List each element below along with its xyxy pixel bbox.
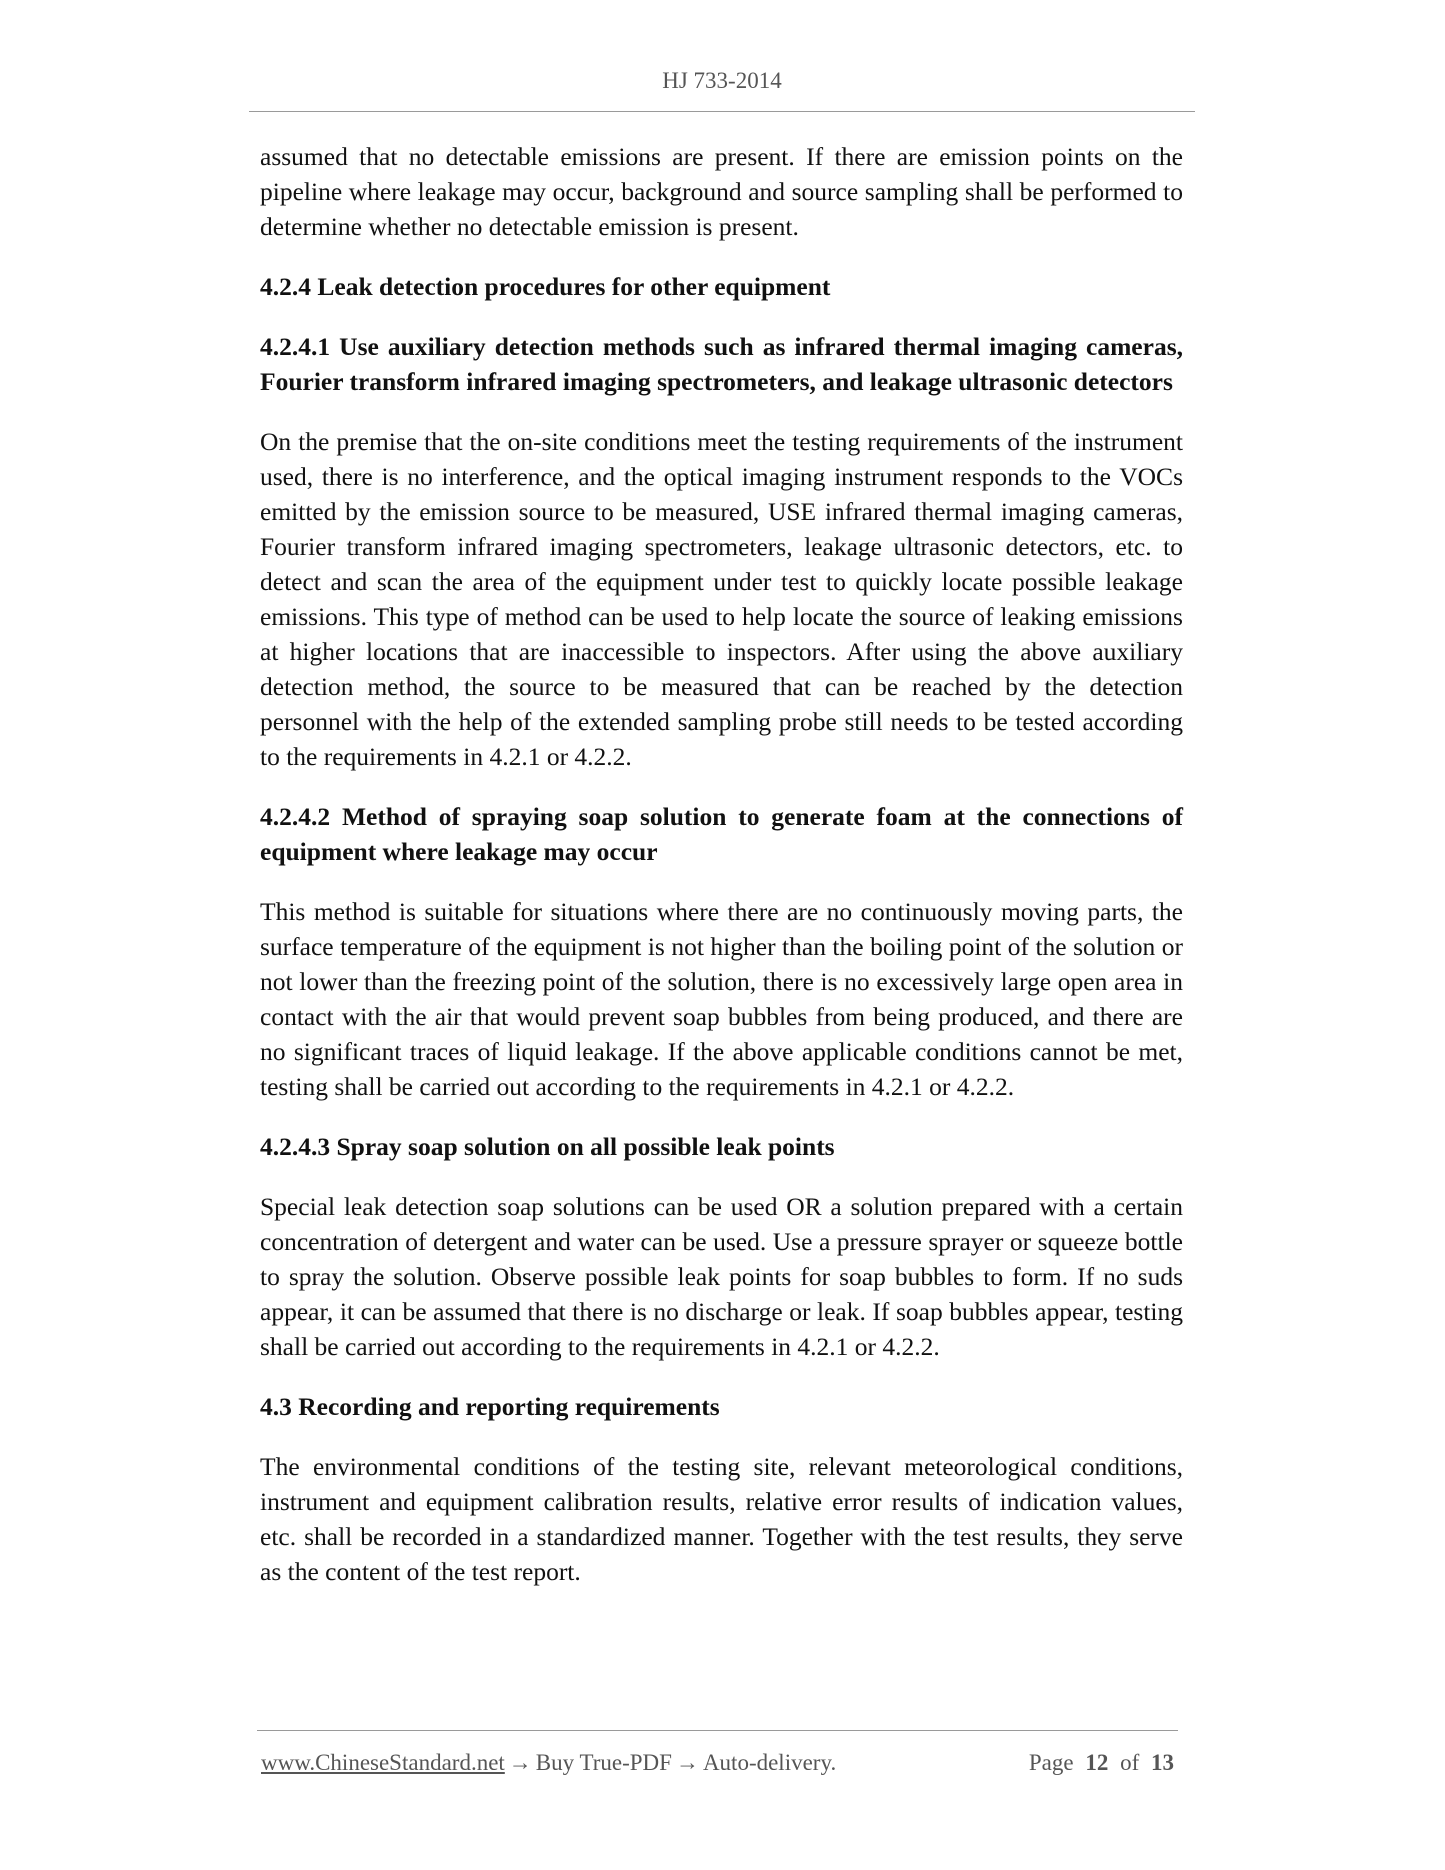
document-body [260, 139, 1183, 1589]
buy-true-pdf-text: Buy True-PDF [535, 1750, 672, 1775]
current-page: 12 [1085, 1750, 1109, 1775]
page-header-doc-id: HJ 733-2014 [662, 68, 782, 93]
heading-4-2-4-1: 4.2.4.1 Use auxiliary detection methods such as infrared thermal imaging cameras, Fourier transform infrared imaging spectrometers, and leakage ultrasonic detectors [260, 332, 1183, 396]
paragraph-continued: assumed that no detectable emissions are present. If there are emission points on the pipeline where leakage may occur, background and source sampling shall be performed to determine whether no detectable emission is present. [260, 142, 1183, 241]
of-label: of [1120, 1750, 1140, 1775]
arrow-right-icon: → [508, 1750, 532, 1775]
header-divider [249, 111, 1195, 112]
heading-4-2-4-3: 4.2.4.3 Spray soap solution on all possible leak points [260, 1132, 835, 1161]
heading-4-2-4-2: 4.2.4.2 Method of spraying soap solution to generate foam at the connections of equipment where leakage may occur [260, 802, 1183, 866]
heading-4-3: 4.3 Recording and reporting requirements [260, 1392, 720, 1421]
paragraph-soap-method: This method is suitable for situations where there are no continuously moving parts, the surface temperature of the equipment is not higher than the boiling point of the solution or not lower than the freezing point of the solution, there is no excessively large open area in contact with the air that would prevent soap bubbles from being produced, and there are no significant traces of liquid leakage. If the above applicable conditions cannot be met, testing shall be carried out according to the requirements in 4.2.1 or 4.2.2. [260, 897, 1183, 1101]
page-label: Page [1028, 1750, 1074, 1775]
heading-4-2-4: 4.2.4 Leak detection procedures for other equipment [260, 272, 831, 301]
footer-promo [261, 1748, 836, 1778]
chinesestandard-link[interactable]: www.ChineseStandard.net [261, 1750, 505, 1775]
arrow-right-icon: → [675, 1750, 699, 1775]
total-pages: 13 [1151, 1750, 1174, 1775]
page-number [1029, 1748, 1174, 1778]
paragraph-auxiliary-detection: On the premise that the on-site conditions meet the testing requirements of the instrument used, there is no interference, and the optical imaging instrument responds to the VOCs emitted by the emission source to be measured, USE infrared thermal imaging cameras, Fourier transform infrared imaging spectrometers, leakage ultrasonic detectors, etc. to detect and scan the area of the equipment under test to quickly locate possible leakage emissions. This type of method can be used to help locate the source of leaking emissions at higher locations that are inaccessible to inspectors. After using the above auxiliary detection method, the source to be measured that can be reached by the detection personnel with the help of the extended sampling probe still needs to be tested according to the requirements in 4.2.1 or 4.2.2. [260, 427, 1183, 771]
footer-divider [257, 1730, 1178, 1731]
paragraph-spray-soap: Special leak detection soap solutions can be used OR a solution prepared with a certain concentration of detergent and water can be used. Use a pressure sprayer or squeeze bottle to spray the solution. Observe possible leak points for soap bubbles to form. If no suds appear, it can be assumed that there is no discharge or leak. If soap bubbles appear, testing shall be carried out according to the requirements in 4.2.1 or 4.2.2. [260, 1192, 1183, 1361]
paragraph-recording: The environmental conditions of the testing site, relevant meteorological conditions, instrument and equipment calibration results, relative error results of indication values, etc. shall be recorded in a standardized manner. Together with the test results, they serve as the content of the test report. [260, 1452, 1183, 1586]
auto-delivery-text: Auto-delivery. [702, 1750, 837, 1775]
